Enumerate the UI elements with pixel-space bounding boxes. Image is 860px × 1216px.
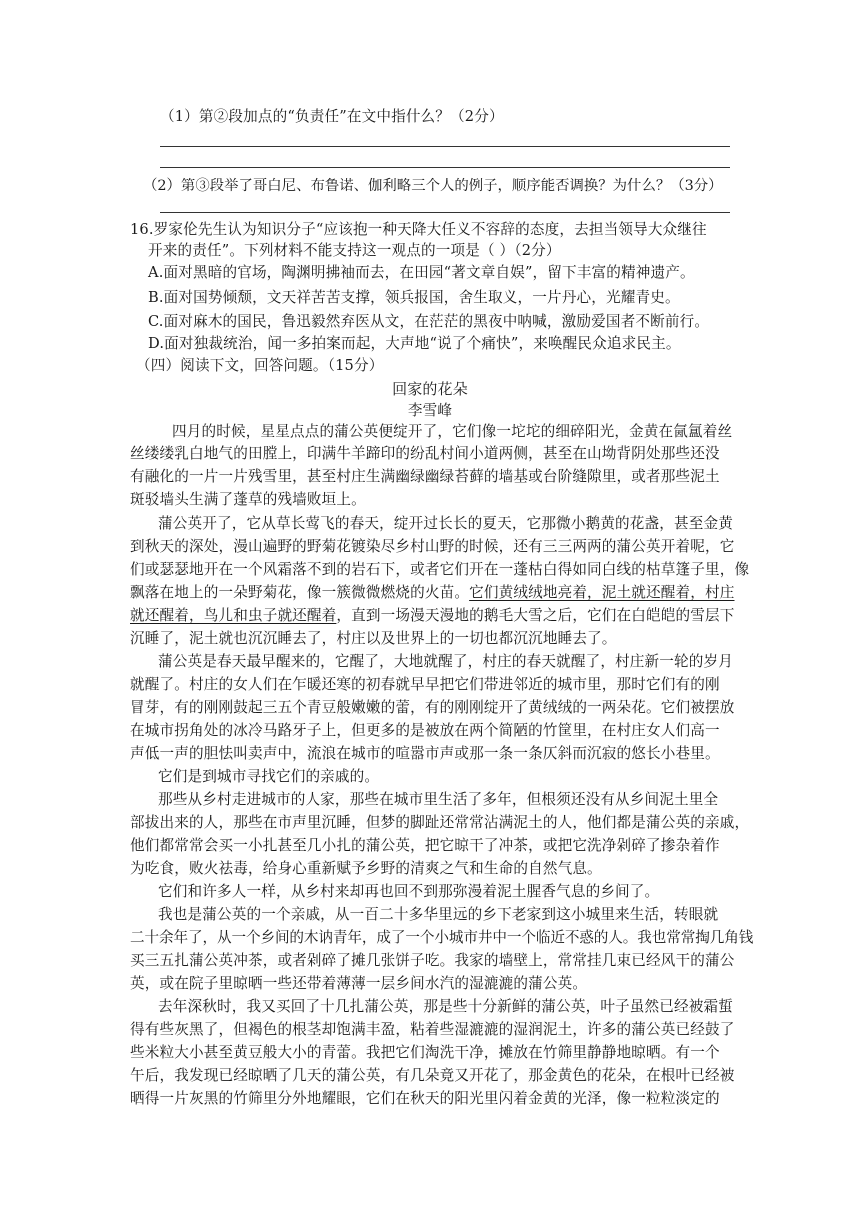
p7-line-3: 买三五扎蒲公英冲茶，或者剁碎了摊几张饼子吃。我家的墙壁上，常常挂几束已经风干的蒲公 [130,952,735,969]
p1-line-3: 有融化的一片一片残雪里，甚至村庄生满幽绿幽绿苔藓的墙基或台阶缝隙里，或者那些泥土 [130,468,720,485]
p5-line-4: 为吃食，败火祛毒，给身心重新赋予乡野的清爽之气和生命的自然气息。 [130,860,602,877]
p2-line-5 [130,605,735,627]
p8-line-3: 些米粒大小甚至黄豆般大小的青蕾。我把它们淘洗干净，摊放在竹筛里静静地晾晒。有一个 [130,1044,720,1061]
p7-line-4: 英，或在院子里晾晒一些还带着薄薄一层乡间水汽的湿漉漉的蒲公英。 [130,975,588,992]
p3-line-1: 蒲公英是春天最早醒来的，它醒了，大地就醒了，村庄的春天就醒了，村庄新一轮的岁月 [158,653,734,670]
p3-line-4: 在城市拐角处的冰冷马路牙子上，但更多的是被放在两个简陋的竹筐里，在村庄女人们高一 [130,722,720,739]
underlined-sentence-a: 它们黄绒绒地亮着，泥土就还醒着，村庄 [469,584,735,601]
article-author: 李雪峰 [407,402,453,419]
p7-line-2: 二十余年了，从一个乡间的木讷青年，成了一个小城市井中一个临近不惑的人。我也常常掏几角钱 [130,929,754,946]
p8-line-5: 晒得一片灰黑的竹筛里分外地耀眼，它们在秋天的阳光里闪着金黄的光泽，像一粒粒淡定的 [130,1090,720,1107]
section-4-heading: （四）阅读下文，回答问题。（15分） [136,357,384,374]
p1-line-1: 四月的时候，星星点点的蒲公英便绽开了，它们像一坨坨的细碎阳光，金黄在氤氲着丝 [172,423,733,440]
option-c: C.面对麻木的国民，鲁迅毅然弃医从文，在茫茫的黑夜中呐喊，激励爱国者不断前行。 [148,313,710,330]
p3-line-5: 声低一声的胆怯叫卖声中，流浪在城市的喧嚣市声或那一条一条仄斜而沉寂的悠长小巷里。 [130,745,720,762]
p8-line-2: 得有些灰黑了，但褐色的根茎却饱满丰盈，粘着些湿漉漉的湿润泥土，许多的蒲公英已经鼓了 [130,1021,735,1038]
p8-line-1: 去年深秋时，我又买回了十几扎蒲公英，那是些十分新鲜的蒲公英，叶子虽然已经被霜蜇 [158,998,734,1015]
question-15-2: （2）第③段举了哥白尼、布鲁诺、伽利略三个人的例子，顺序能否调换？为什么？（3分） [143,178,723,194]
p7-line-1: 我也是蒲公英的一个亲戚，从一百二十多华里远的乡下老家到这小城里来生活，转眼就 [158,906,719,923]
p4-line-1: 它们是到城市寻找它们的亲戚的。 [158,768,380,785]
underlined-sentence-b: 就还醒着，鸟儿和虫子就还醒着 [130,607,337,624]
p5-line-1: 那些从乡村走进城市的人家，那些在城市里生活了多年，但根须还没有从乡间泥土里全 [158,791,719,808]
answer-line-1[interactable] [160,146,730,147]
p2-line-1: 蒲公英开了，它从草长莺飞的春天，绽开过长长的夏天，它那微小鹅黄的花盏，甚至金黄 [158,515,734,532]
p8-line-4: 午后，我发现已经晾晒了几天的蒲公英，有几朵竟又开花了，那金黄色的花朵，在根叶已经被 [130,1067,735,1084]
question-16-line-1: 16.罗家伦先生认为知识分子“应该抱一种天降大任义不容辞的态度，去担当领导大众继往 [130,221,707,238]
p5-line-2: 部拔出来的人，那些在市声里沉睡，但梦的脚趾还常常沾满泥土的人，他们都是蒲公英的亲戚， [130,814,750,831]
answer-line-3[interactable] [160,212,730,213]
answer-line-2[interactable] [160,167,730,168]
p2-line-2: 到秋天的深处，漫山遍野的野菊花镀染尽乡村山野的时候，还有三三两两的蒲公英开着呢，它 [130,538,735,555]
option-d: D.面对独裁统治，闻一多拍案而起，大声地“说了个痛快”，来唤醒民众追求民主。 [148,335,681,352]
p2-line-4 [130,582,735,604]
question-16-line-2: 开来的责任”。下列材料不能支持这一观点的一项是（ ）（2分） [148,242,561,259]
article-title: 回家的花朵 [392,380,468,398]
p3-line-2: 就醒了。村庄的女人们在乍暖还寒的初春就早早把它们带进邻近的城市里，那时它们有的刚 [130,676,720,693]
p2-line-6: 沉睡了，泥土就也沉沉睡去了，村庄以及世界上的一切也都沉沉地睡去了。 [130,630,617,647]
p5-line-3: 他们都常常会买一小扎甚至几小扎的蒲公英，把它晾干了冲茶，或把它洗净剁碎了掺杂着作 [130,837,720,854]
p6-line-1: 它们和许多人一样，从乡村来却再也回不到那弥漫着泥土腥香气息的乡间了。 [158,883,660,900]
p2-line-5-text: ，直到一场漫天漫地的鹅毛大雪之后，它们在白皑皑的雪层下 [336,607,735,624]
option-b: B.面对国势倾颓，文天祥苦苦支撑，领兵报国，舍生取义，一片丹心，光耀青史。 [148,289,680,306]
p1-line-4: 斑驳墙头生满了蓬草的残墙败垣上。 [130,491,366,508]
p2-line-3: 们或瑟瑟地开在一个风霜落不到的岩石下，或者它们开在一蓬枯白得如同白线的枯草篷子里，像 [130,561,750,578]
p3-line-3: 冒芽，有的刚刚鼓起三五个青豆般嫩嫩的蕾，有的刚刚绽开了黄绒绒的一两朵花。它们被摆放 [130,699,735,716]
question-15-1: （1）第②段加点的“负责任”在文中指什么？（2分） [160,108,504,125]
p2-line-4-text: 飘落在地上的一朵野菊花，像一簇微微燃烧的火苗。 [130,584,470,601]
option-a: A.面对黑暗的官场，陶渊明拂袖而去，在田园“著文章自娱”，留下丰富的精神遗产。 [148,264,695,281]
p1-line-2: 丝缕缕乳白地气的田膛上，印满牛羊蹄印的纷乱村间小道两侧，甚至在山坳背阴处那些还没 [130,445,720,462]
